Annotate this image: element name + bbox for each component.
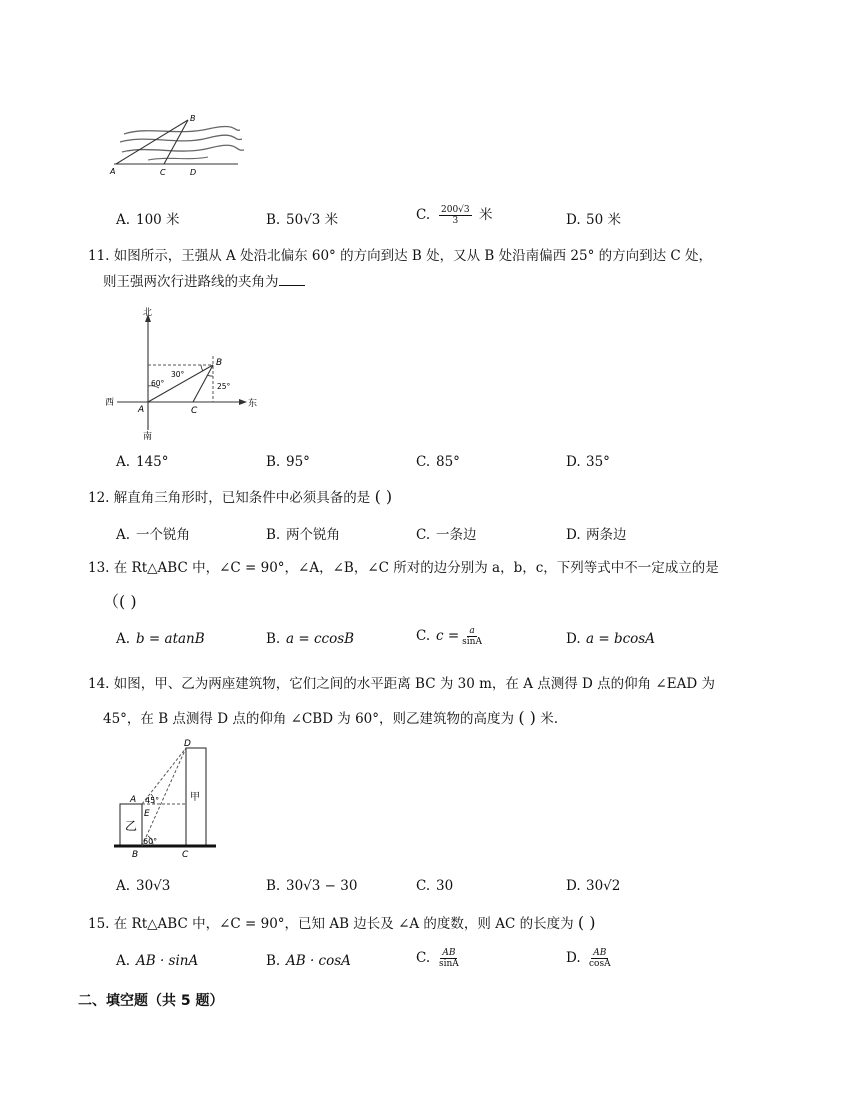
answer-paren: ( )	[577, 913, 596, 932]
option-letter: B.	[266, 631, 281, 647]
fig10-label-c: C	[160, 168, 166, 177]
q12-option-b	[266, 523, 340, 543]
option-text: 30	[436, 878, 454, 894]
q14-buildings-figure	[112, 736, 220, 860]
fraction-denominator: cosA	[589, 959, 611, 969]
option-letter: C.	[416, 527, 431, 543]
fig10-label-a: A	[110, 167, 116, 176]
option-text: 一个锐角	[136, 527, 190, 543]
point-c-label: C	[182, 850, 189, 860]
q10-option-c	[416, 203, 492, 226]
option-text: a = ccosB	[286, 631, 355, 647]
q14-stem-line2-end: 米.	[540, 711, 558, 727]
angle-25-label: 25°	[217, 382, 231, 391]
q13-option-b	[266, 631, 354, 647]
fraction-numerator: a	[469, 626, 475, 636]
option-text: 50√3 米	[286, 212, 339, 228]
option-text: 30√3 − 30	[286, 878, 358, 894]
option-text: 95°	[286, 454, 310, 470]
option-letter: B.	[266, 878, 281, 894]
q11-stem-line2: 则王强两次行进路线的夹角为	[103, 274, 279, 290]
option-letter: B.	[266, 454, 281, 470]
point-e-label: E	[144, 809, 150, 819]
q12-option-c	[416, 523, 477, 543]
q10-option-d	[566, 208, 621, 228]
fraction	[439, 948, 459, 969]
angle-30-label: 30°	[171, 370, 185, 379]
fig10-label-b: B	[190, 114, 196, 123]
fraction-numerator: 200√3	[441, 205, 470, 215]
q14-option-b	[266, 878, 357, 894]
option-letter: C.	[416, 950, 431, 966]
option-text: 145°	[136, 454, 169, 470]
option-unit: 米	[478, 207, 493, 223]
q13-option-d	[566, 631, 655, 647]
option-letter: A.	[116, 527, 131, 543]
q12-option-a	[116, 523, 190, 543]
option-letter: B.	[266, 953, 281, 969]
question-11	[88, 243, 788, 295]
q13-stem-line1: 13. 在 Rt△ABC 中，∠C = 90°，∠A，∠B，∠C 所对的边分别为 a，b，c，下列等式中不一定成立的是	[88, 560, 719, 576]
option-letter: C.	[416, 454, 431, 470]
option-text: b = atanB	[136, 631, 205, 647]
compass-south-label: 南	[143, 432, 153, 440]
option-letter: A.	[116, 953, 131, 969]
angle-60-label: 60°	[143, 837, 158, 846]
fig10-label-d: D	[190, 168, 197, 177]
question-14	[88, 667, 788, 736]
point-d-label: D	[184, 739, 191, 749]
q10-option-b	[266, 208, 338, 228]
building-jia-label: 甲	[190, 792, 200, 803]
fraction	[439, 205, 472, 226]
option-letter: A.	[116, 454, 131, 470]
option-letter: C.	[416, 628, 431, 644]
q13-stem-line2: （( )	[103, 592, 137, 611]
option-text: 30√2	[586, 878, 621, 894]
option-pre: c =	[436, 628, 460, 644]
point-a-label: A	[130, 795, 137, 805]
fraction-denominator: sinA	[462, 637, 482, 647]
point-c-label: C	[191, 406, 198, 416]
q11-stem-line2-wrap	[88, 269, 788, 295]
compass-east-label: 东	[248, 399, 258, 409]
point-a-label: A	[138, 405, 145, 415]
q12-option-d	[566, 523, 627, 543]
option-text: AB · cosA	[286, 953, 351, 969]
option-text: 35°	[586, 454, 610, 470]
option-text: a = bcosA	[586, 631, 655, 647]
option-letter: D.	[566, 527, 581, 543]
q14-stem-line2: 45°，在 B 点测得 D 点的仰角 ∠CBD 为 60°，则乙建筑物的高度为	[103, 711, 515, 727]
q11-option-a	[116, 454, 169, 470]
question-13	[88, 552, 788, 618]
option-letter: D.	[566, 454, 581, 470]
angle-45-label: 45°	[145, 796, 160, 805]
option-text: 100 米	[136, 212, 180, 228]
fraction-numerator: AB	[593, 948, 607, 958]
fraction	[589, 948, 611, 969]
q13-option-a	[116, 631, 205, 647]
q10-figure	[108, 112, 248, 180]
q14-stem-line2-wrap	[88, 701, 788, 736]
fraction	[462, 626, 482, 647]
answer-blank	[279, 271, 305, 286]
q15-option-d	[566, 948, 614, 969]
q11-compass-figure	[103, 306, 263, 440]
q15-option-c	[416, 948, 462, 969]
section-title: 二、填空题（共 5 题）	[78, 993, 224, 1009]
option-text: 两个锐角	[286, 527, 340, 543]
option-letter: B.	[266, 212, 281, 228]
option-letter: D.	[566, 212, 581, 228]
point-b-label: B	[216, 358, 223, 368]
fraction-numerator: AB	[442, 948, 456, 958]
option-text: 85°	[436, 454, 460, 470]
q10-option-a	[116, 208, 180, 228]
answer-paren: ( )	[518, 708, 536, 727]
q15-option-b	[266, 953, 351, 969]
answer-paren: ( )	[374, 487, 393, 506]
option-text: 两条边	[586, 527, 627, 543]
q12-stem: 12. 解直角三角形时，已知条件中必须具备的是	[88, 490, 371, 506]
q14-option-c	[416, 878, 453, 894]
option-text: 一条边	[436, 527, 477, 543]
question-15	[88, 910, 788, 937]
building-yi-label: 乙	[125, 819, 138, 833]
question-12	[88, 484, 788, 511]
option-text: AB · sinA	[136, 953, 199, 969]
q13-option-c	[416, 626, 485, 647]
option-letter: A.	[116, 878, 131, 894]
option-letter: C.	[416, 207, 431, 223]
q15-option-a	[116, 953, 198, 969]
fraction-denominator: 3	[452, 216, 459, 226]
option-letter: A.	[116, 212, 131, 228]
option-letter: D.	[566, 950, 581, 966]
q14-stem-line1: 14. 如图，甲、乙为两座建筑物，它们之间的水平距离 BC 为 30 m，在 A 点测得 D 点的仰角 ∠EAD 为	[88, 676, 715, 692]
q15-stem: 15. 在 Rt△ABC 中，∠C = 90°，已知 AB 边长及 ∠A 的度数，则 AC 的长度为	[88, 916, 574, 932]
option-letter: A.	[116, 631, 131, 647]
q11-option-c	[416, 454, 460, 470]
option-text: 50 米	[586, 212, 621, 228]
q14-option-a	[116, 878, 170, 894]
q11-option-b	[266, 454, 310, 470]
angle-60-label: 60°	[151, 379, 165, 388]
compass-north-label: 北	[143, 308, 153, 318]
option-letter: D.	[566, 631, 581, 647]
q11-stem-line1: 11. 如图所示，王强从 A 处沿北偏东 60° 的方向到达 B 处，又从 B 处沿南偏西 25° 的方向到达 C 处，	[88, 248, 713, 264]
compass-west-label: 西	[105, 398, 115, 408]
q11-option-d	[566, 454, 610, 470]
option-letter: C.	[416, 878, 431, 894]
option-text: 30√3	[136, 878, 171, 894]
point-b-label: B	[132, 850, 139, 860]
fraction-denominator: sinA	[439, 959, 459, 969]
option-letter: B.	[266, 527, 281, 543]
q14-option-d	[566, 878, 620, 894]
option-letter: D.	[566, 878, 581, 894]
